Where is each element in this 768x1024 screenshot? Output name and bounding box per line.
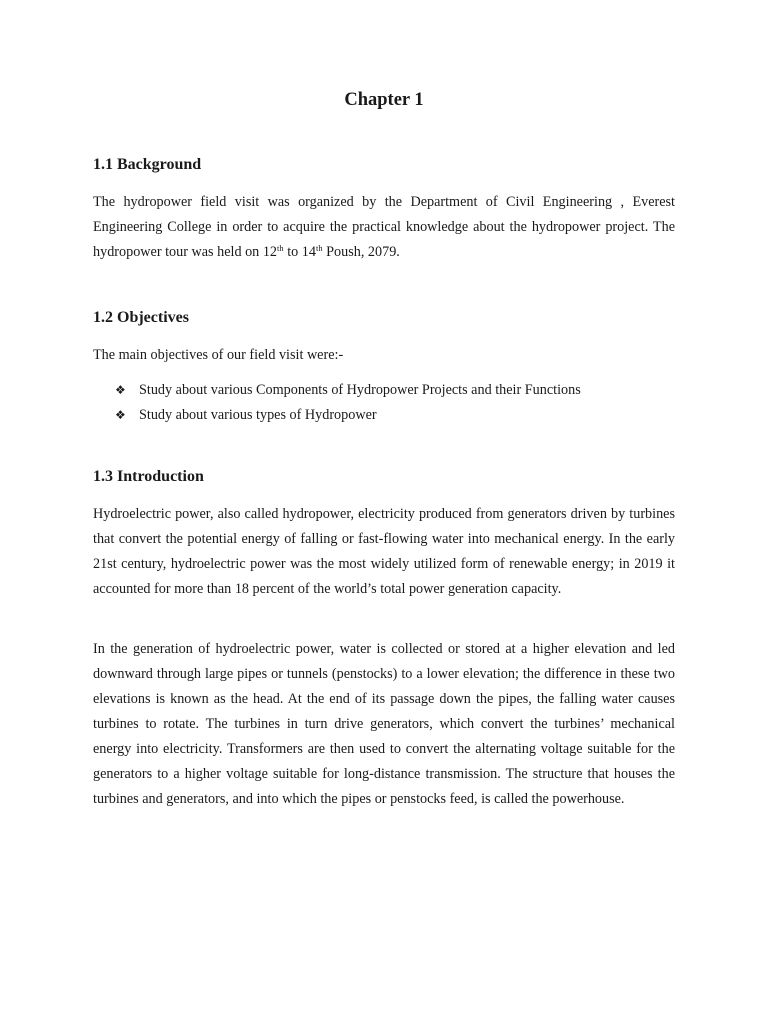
superscript-th-2: th [315, 243, 323, 253]
section-heading-background: 1.1 Background [93, 156, 202, 173]
list-item-text: Study about various types of Hydropower [139, 407, 377, 423]
background-text-part1: The hydropower field visit was organized by the Department of Civil Engineering , Everest Engineering College in order to acquire the practical knowledge about the hydropower project. The hydropower tour was held on 12 [93, 194, 675, 260]
section-heading-introduction: 1.3 Introduction [93, 468, 204, 485]
list-item-text: Study about various Components of Hydropower Projects and their Functions [139, 382, 581, 398]
chapter-title: Chapter 1 [344, 90, 424, 110]
list-item [115, 403, 675, 428]
diamond-bullet-icon: ❖ [115, 408, 126, 422]
objectives-intro: The main objectives of our field visit were:- [93, 347, 344, 363]
background-text-part2: to 14 [283, 244, 316, 260]
introduction-paragraph-2: In the generation of hydroelectric power, water is collected or stored at a higher elevation and led downward through large pipes or tunnels (penstocks) to a lower elevation; the difference in these two elevations is known as the head. At the end of its passage down the pipes, the falling water causes turbines to rotate. The turbines in turn drive generators, which convert the turbines’ mechanical energy into electricity. Transformers are then used to convert the alternating voltage suitable for the generators to a higher voltage suitable for long-distance transmission. The structure that houses the turbines and generators, and into which the pipes or penstocks feed, is called the powerhouse. [93, 641, 675, 807]
section-heading-objectives: 1.2 Objectives [93, 309, 189, 326]
superscript-th-1: th [277, 243, 284, 253]
background-paragraph [93, 190, 675, 265]
diamond-bullet-icon: ❖ [115, 383, 126, 397]
background-text-part3: Poush, 2079. [322, 244, 400, 260]
objectives-list [115, 378, 675, 428]
introduction-paragraph-1: Hydroelectric power, also called hydropower, electricity produced from generators driven by turbines that convert the potential energy of falling or fast-flowing water into mechanical energy. In the early 21st century, hydroelectric power was the most widely utilized form of renewable energy; in 2019 it accounted for more than 18 percent of the world’s total power generation capacity. [93, 506, 675, 597]
list-item [115, 378, 675, 403]
